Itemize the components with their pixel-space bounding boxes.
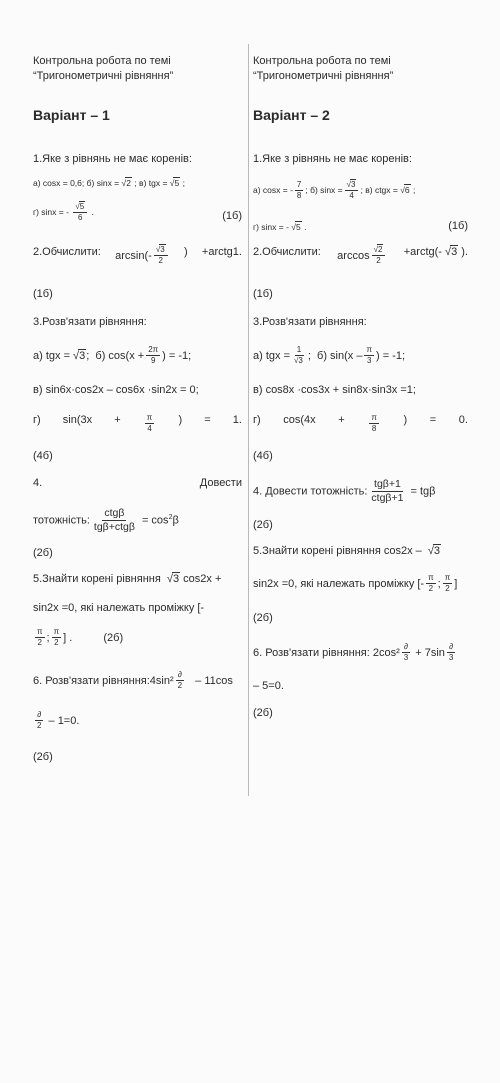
q5-line1: 5.Знайти корені рівняння √3 cos2x +	[33, 573, 222, 585]
q3-line-ab: а) tgx = $\frac{1}{√3}$ ; б) sin(x – $\frac{\pi}{3}$ ) = -1;	[253, 345, 406, 366]
q6-points: (2б)	[253, 707, 273, 719]
q1-options-line	[33, 178, 242, 188]
fraction: $\frac{√2}{2}$	[372, 246, 386, 266]
fraction: $\frac{1}{√3}$	[294, 345, 303, 366]
variant-title: Варіант – 2	[253, 107, 330, 123]
fraction: $\frac{\pi}{4}$	[146, 413, 153, 434]
q1-option-d: г) sinx = - $\frac{√5}{6}$ . (1б)	[33, 202, 242, 223]
q5-line3: $\frac{\pi}{2}$ ; $\frac{\pi}{2}$ ] . (2б)	[37, 627, 124, 648]
q5-line1: 5.Знайти корені рівняння cos2x – √3	[253, 545, 441, 557]
header-text: Контрольна робота по темі “Тригонометричні рівняння”	[253, 55, 394, 82]
fraction: $\frac{\pi}{3}$	[366, 345, 372, 366]
q4-points: (2б)	[253, 519, 273, 531]
q1-option-a: а) cosx = 0,6;	[33, 178, 85, 188]
q1-option-d: г) sinx = - √5 . (1б)	[253, 220, 468, 232]
q4-line2: тотожність: $\frac{\text{ctgβ}}{\text{tgβ+ctgβ}}$ = $\cos^2\beta$	[33, 507, 179, 534]
column-divider	[248, 44, 249, 796]
variant-title: Варіант – 1	[33, 107, 110, 123]
q3-title: 3.Розв'язати рівняння:	[253, 316, 367, 328]
fraction: $\frac{\partial}{3}$	[403, 642, 409, 663]
q5-line2: sin2x =0, які належать проміжку [-	[33, 602, 205, 614]
q5-line2: sin2x =0, які належать проміжку [- $\frac{\pi}{2}$ ; $\frac{\pi}{2}$ ]	[253, 573, 458, 594]
q2-line: 2.Обчислити: arccos $\frac{√2}{2}$ +arctg(- √3 ).	[253, 245, 468, 266]
fraction: $\frac{\pi}{2}$	[37, 627, 43, 648]
fraction: $\frac{7}{8}$	[296, 180, 302, 201]
fraction: $\frac{\text{ctgβ}}{\text{tgβ+ctgβ}}$	[93, 507, 135, 534]
fraction: $\frac{\pi}{8}$	[371, 413, 377, 434]
q3-points: (4б)	[253, 450, 273, 462]
fraction: $\frac{\text{tgβ+1}}{\text{ctgβ+1}}$	[371, 478, 404, 505]
q2-points: (1б)	[33, 288, 53, 300]
q4-points: (2б)	[33, 547, 53, 559]
fraction: $\frac{\partial}{2}$	[177, 670, 183, 691]
q1-option-c: в) tgx = √5 ;	[139, 178, 185, 188]
q2-line: 2.Обчислити: arcsin(- $\frac{√3}{2}$ ) +arctg1.	[33, 245, 242, 266]
q1-option-b: б) sinx = √2 ;	[86, 178, 137, 188]
fraction: $\frac{2\pi}{9}$	[148, 345, 159, 366]
q4-line: 4. Довести тотожність: $\frac{\text{tgβ+1}}{\text{ctgβ+1}}$ = tgβ	[253, 478, 436, 505]
fraction: $\frac{\pi}{2}$	[53, 627, 60, 648]
q5-points: (2б)	[103, 631, 124, 644]
fraction: $\frac{\partial}{2}$	[37, 710, 42, 731]
q6-points: (2б)	[33, 751, 53, 763]
q1-points: (1б)	[222, 210, 242, 222]
q1-options-line: а) cosx = - $\frac{7}{8}$ ; б) sinx = $\frac{√3}{4}$ ; в) ctgx = √6 ;	[253, 180, 416, 201]
q3-line-ab: а) tgx = √3; б) cos(x + $\frac{2\pi}{9}$ ) = -1;	[33, 345, 192, 366]
fraction: $\frac{√5}{6}$	[73, 203, 87, 223]
q1-points: (1б)	[448, 220, 468, 232]
q6-line1: 6. Розв'язати рівняння:4sin² $\frac{\partial}{2}$ – 11cos	[33, 670, 233, 691]
fraction: $\frac{√3}{4}$	[345, 181, 359, 201]
q1-title: 1.Яке з рівнянь не має коренів:	[33, 153, 192, 165]
q6-line1: 6. Розв'язати рівняння: 2cos² $\frac{\partial}{3}$ + 7sin $\frac{\partial}{3}$	[253, 642, 454, 663]
q3-line-c: в) cos8x ·cos3x + sin8x·sin3x =1;	[253, 384, 416, 396]
q6-line2: $\frac{\partial}{2}$ – 1=0.	[37, 710, 80, 731]
fraction: $\frac{√3}{2}$	[154, 246, 168, 266]
q5-points: (2б)	[253, 612, 273, 624]
q3-title: 3.Розв'язати рівняння:	[33, 316, 147, 328]
header-text: Контрольна робота по темі “Тригонометричні рівняння”	[33, 55, 174, 82]
q4-line1: 4. Довести	[33, 477, 242, 489]
q3-points: (4б)	[33, 450, 53, 462]
q1-title: 1.Яке з рівнянь не має коренів:	[253, 153, 412, 165]
q6-line2: – 5=0.	[253, 680, 284, 692]
fraction: $\frac{\pi}{2}$	[428, 573, 434, 594]
fraction: $\frac{\partial}{3}$	[448, 642, 454, 663]
fraction: $\frac{\pi}{2}$	[444, 573, 451, 594]
q2-points: (1б)	[253, 288, 273, 300]
q3-line-d: г) sin(3x + $\frac{\pi}{4}$ ) = 1.	[33, 413, 242, 434]
q3-line-d: г) cos(4x + $\frac{\pi}{8}$ ) = 0.	[253, 413, 468, 434]
q3-line-c: в) sin6x·cos2x – cos6x ·sin2x = 0;	[33, 384, 199, 396]
